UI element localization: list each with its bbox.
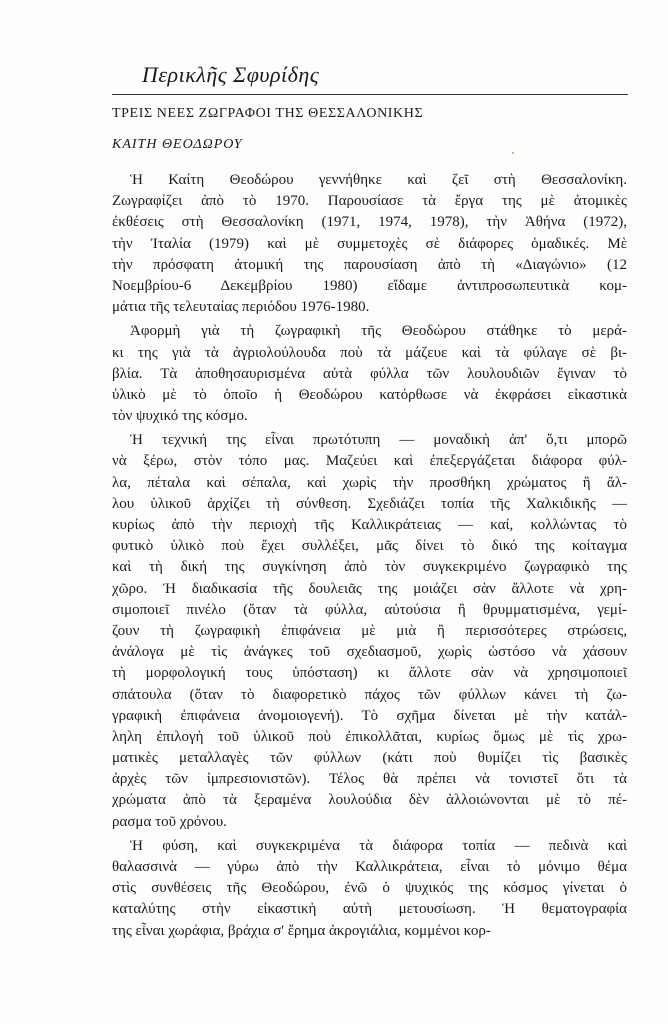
text-line: χρώματα ἀπὸ τὰ ξεραμένα λουλούδια δὲν ἀλλοιώνονται μὲ τὸ πέ-: [112, 792, 627, 809]
text-line: κι της γιὰ τὰ ἀγριολούλουδα ποὺ τὰ μάζευε καὶ τὰ φύλαγε σὲ βι-: [112, 344, 627, 361]
section-heading-artist: ΚΑΙΤΗ ΘΕΟΔΩΡΟΥ: [112, 137, 243, 152]
text-line: χῶρο. Ἡ διαδικασία τῆς δουλειᾶς της μοιάζει σὰν ἄλλοτε νὰ χρη-: [112, 580, 627, 597]
text-line: στὶς συνθέσεις τῆς Θεοδώρου, ἐνῶ ὁ ψυχικός της κόσμος γίνεται ὁ: [112, 880, 627, 897]
text-line: λου ὑλικοῦ ἀρχίζει τὴ σύνθεση. Σχεδιάζει τοπία τῆς Χαλκιδικῆς —: [112, 495, 627, 512]
text-line: Νοεμβρίου-6 Δεκεμβρίου 1980) εἴδαμε ἀντιπροσωπευτικὰ κομ-: [112, 277, 627, 294]
text-line: ζουν τὴ ζωγραφικὴ ἐπιφάνεια μὲ μιὰ ἢ περισσότερες στρώσεις,: [112, 622, 627, 639]
paragraph: [112, 430, 627, 833]
text-line: της εἶναι χωράφια, βράχια σ' ἔρημα ἀκρογιάλια, κομμένοι κορ-: [112, 922, 491, 939]
text-line: νὰ ξέρω, στὸν τόπο μας. Μαζεύει καὶ ἐπεξεργάζεται διάφορα φύλ-: [112, 453, 627, 470]
text-line: ἀνάλογα μὲ τὶς ἀνάγκες τοῦ σχεδιασμοῦ, χωρὶς ὡστόσο νὰ χάσουν: [112, 644, 627, 661]
text-line: τὴν πρόσφατη ἀτομική της παρουσίαση ἀπὸ τὴ «Διαγώνιο» (12: [112, 256, 627, 273]
paragraph: [112, 836, 627, 942]
article-title: ΤΡΕΙΣ ΝΕΕΣ ΖΩΓΡΑΦΟΙ ΤΗΣ ΘΕΣΣΑΛΟΝΙΚΗΣ: [112, 106, 424, 121]
text-line: Ἡ τεχνική της εἶναι πρωτότυπη — μοναδικὴ ἀπ' ὅ,τι μπορῶ: [130, 432, 627, 449]
text-line: Ἀφορμὴ γιὰ τὴ ζωγραφικὴ τῆς Θεοδώρου στάθηκε τὸ μερά-: [130, 323, 627, 340]
paragraph: [112, 170, 627, 318]
text-line: ματικὲς μεταλλαγὲς τῶν φύλλων (κάτι ποὺ θυμίζει τὶς βασικὲς: [112, 750, 627, 767]
text-line: κυρίως ἀπὸ τὴν περιοχὴ τῆς Καλλικράτειας — καί, κολλώντας τὸ: [112, 517, 627, 533]
text-line: μάτια τῆς τελευταίας περιόδου 1976-1980.: [112, 299, 370, 316]
running-head-author: Περικλῆς Σφυρίδης: [142, 62, 320, 87]
text-line: τὸν ψυχικό της κόσμο.: [112, 408, 248, 425]
text-line: Ζωγραφίζει ἀπὸ τὸ 1970. Παρουσίασε τὰ ἔργα της μὲ ἀτομικὲς: [112, 193, 627, 210]
text-line: καταλύτης στὴν εἰκαστικὴ αὐτὴ μετουσίωση. Ἡ θεματογραφία: [112, 901, 627, 918]
paper-speck: [512, 152, 514, 154]
text-line: γραφικὴ ἐπιφάνεια ἀνομοιογενή). Τὸ σχῆμα δίνεται μὲ τὴν κατάλ-: [112, 707, 627, 724]
text-line: Ἡ Καίτη Θεοδώρου γεννήθηκε καὶ ζεῖ στὴ Θεσσαλονίκη.: [130, 172, 627, 188]
text-line: καὶ τὴ δική της συγκίνηση ἀπὸ τὸν συγκεκριμένο ζωγραφικὸ της: [112, 559, 627, 576]
paragraph: [112, 321, 627, 427]
text-line: βλία. Τὰ ἀποθησαυρισμένα αὐτὰ φύλλα τῶν λουλουδιῶν ἔγιναν τὸ: [112, 365, 627, 382]
text-line: Ἡ φύση, καὶ συγκεκριμένα τὰ διάφορα τοπία — πεδινὰ καὶ: [130, 837, 627, 854]
text-line: σιμοποιεῖ πινέλο (ὅταν τὰ φύλλα, αὐτούσια ἢ θρυμματισμένα, γεμί-: [112, 601, 627, 618]
body-text: [112, 170, 627, 942]
text-line: ρασμα τοῦ χρόνου.: [112, 813, 227, 830]
text-line: φυτικὸ ὑλικὸ ποὺ ἔχει συλλέξει, μᾶς δίνει τὸ δικό της κοίταγμα: [112, 538, 627, 555]
text-line: ἐκθέσεις στὴ Θεσσαλονίκη (1971, 1974, 1978), τὴν Ἀθήνα (1972),: [112, 214, 627, 231]
text-line: ὑλικὸ μὲ τὸ ὁποῖο ἡ Θεοδώρου κατόρθωσε νὰ ἐκφράσει εἰκαστικὰ: [112, 386, 627, 403]
text-line: λα, πέταλα καὶ σέπαλα, καὶ χωρὶς τὴν προσθήκη χρώματος ἢ ἄλ-: [112, 474, 627, 491]
text-line: σπάτουλα (ὅταν τὸ διαφορετικὸ πάχος τῶν φύλλων κάνει τὴ ζω-: [112, 686, 627, 703]
text-line: θαλασσινὰ — γύρω ἀπὸ τὴν Καλλικράτεια, εἶναι τὸ μόνιμο θέμα: [112, 859, 627, 875]
text-line: ληλη ἐπιλογὴ τοῦ ὑλικοῦ ποὺ ἐπικολλᾶται, κυρίως ὅμως μὲ τὶς χρω-: [112, 728, 627, 745]
running-head: [112, 58, 628, 95]
text-line: τὴν Ἰταλία (1979) καὶ μὲ συμμετοχὲς σὲ διάφορες ὁμαδικές. Μὲ: [112, 235, 627, 252]
text-line: ἀρχὲς τῶν ἰμπρεσιονιστῶν). Τέλος θὰ πρέπει νὰ τονιστεῖ ὅτι τὰ: [112, 771, 627, 788]
text-line: τὴ μορφολογική τους ὑπόσταση) κι ἄλλοτε σὰν νὰ χρησιμοποιεῖ: [112, 665, 627, 682]
